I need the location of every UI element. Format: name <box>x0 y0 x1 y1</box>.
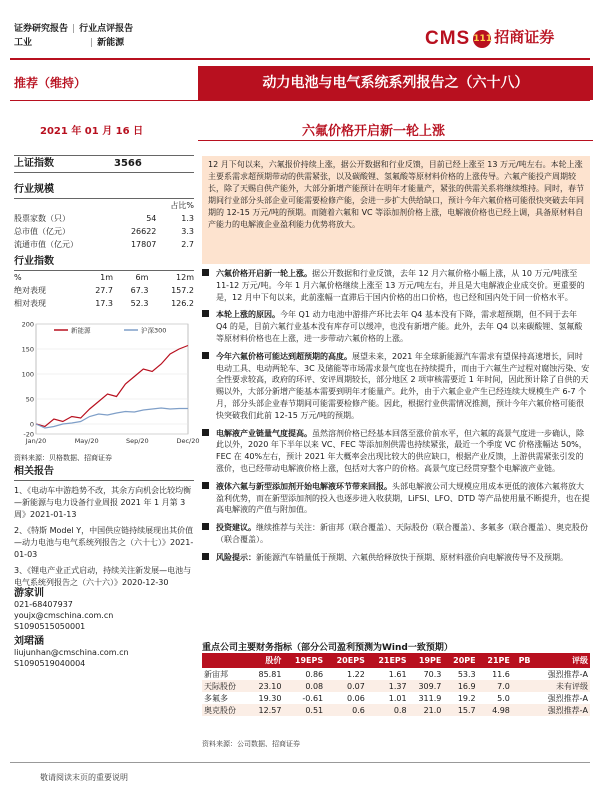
table-cell <box>512 680 533 692</box>
bullet-list <box>202 268 590 570</box>
table-cell: 1.37 <box>388 681 407 691</box>
table-cell <box>512 704 533 716</box>
company-name: 多氟多 <box>204 693 228 703</box>
table-cell: 0.07 <box>347 681 365 691</box>
fin-table <box>202 653 590 716</box>
table-cell: 311.9 <box>418 693 442 703</box>
bullet-item: 今年六氟价格可能达到超预期的高度。展望未来，2021 年全球新能源汽车需求有望保持高速增长，同时电动工具、电动两轮车、3C 及储能等市场需求景气度也在持续提升，而由于六氟生产过程对腐蚀污染、安全性要求较高，政府的环评、安评周期较长，部分地区 2 项审核需要近 1 年时间，因此预计除了自供的天赐以外，大部分新增产能基本需要到明年才能量产。此外，由于六氟企业产生已经连续大规模生产 6-7 个月，部分头部企业春节期间可能需要检修产能。因此，根据行业供需情况推测，预计今年六氟价格可能很快突破我们此前 12-15 万元/吨的预期。 <box>202 351 590 422</box>
bullet-item: 电解液产业链量气度提高。虽然溶剂价格已经基本回落至涨价前水平，但六氟的高景气度进一步确认，除此以外，2020 年下半年以来 VC、FEC 等添加剂供需也持续紧张，最近一个季度 VC 价格涨幅达 50%，FEC 在 40%左右，预计 2021 年大概率会出现比较大的供应缺口，根据产业反馈，上游供需紧张引发的涨价，也已经带动电解液价格上涨，包括对大客户的价格。高景气度已经贯穿整个电解液产业链。 <box>202 428 590 475</box>
table-row <box>202 692 590 704</box>
table-cell: -0.61 <box>302 693 324 703</box>
table-cell: 19.2 <box>457 693 476 703</box>
table-cell: 12.57 <box>258 705 282 715</box>
table-cell: 15.7 <box>457 705 476 715</box>
square-bullet-icon <box>202 482 209 489</box>
fin-table-source: 资料来源：公司数据、招商证券 <box>202 740 300 748</box>
analysts <box>14 588 194 669</box>
table-cell: 0.8 <box>393 705 407 715</box>
table-row: 流通市值（亿元） 17807 2.7 <box>14 239 194 249</box>
bullet-item: 本轮上涨的原因。今年 Q1 动力电池中游排产环比去年 Q4 基本没有下降，需求超预期，但不同于去年 Q4 的是，目前六氟行业基本没有库存可以缓冲，也没有新增产能。此外，去年 Q4 以来碳酸锂、氢氟酸等原材料价格也在上涨，进一步带动六氟价格的上涨。 <box>202 309 590 344</box>
logo-badge-icon: 111 <box>473 30 491 48</box>
square-bullet-icon <box>202 553 209 560</box>
index-block <box>14 155 194 173</box>
y-tick-label: 0 <box>29 420 34 429</box>
tag-subsector: 新能源 <box>97 38 125 48</box>
square-bullet-icon <box>202 352 209 359</box>
x-tick-label: Jan/20 <box>25 437 47 445</box>
table-cell: 强烈推荐-A <box>547 693 588 703</box>
company-name: 天际股份 <box>204 681 236 691</box>
table-row: 绝对表现 27.7 67.3 157.2 <box>14 285 194 295</box>
header-tags: 证券研究报告 | 行业点评报告 工业 | 新能源 <box>14 24 134 48</box>
y-tick-label: 100 <box>21 370 34 379</box>
bullet-item: 六氟价格开启新一轮上涨。据公开数据和行业反馈，去年 12 月六氟价格小幅上涨，从 10 万元/吨涨至 11-12 万元/吨。今年 1 月六氟价格继续上涨至 13 万元/吨左右，并且是大电解液企业成交价。更重要的是，12 月中下旬以来，此前涨幅一直滞后于国内价格的出口价格，也已经和国内处于同一价格水平。 <box>202 268 590 303</box>
table-cell: 5.0 <box>497 693 510 703</box>
table-cell: 70.3 <box>423 669 442 679</box>
summary-box: 12 月下旬以来，六氟报价持续上涨，据公开数据和行业反馈，目前已经上涨至 13 万元/吨左右。本轮上涨主要系需求超预期带动的供需紧张，以及碳酸锂、氢氟酸等原材料价格的上涨传导。六氟产能投产周期较长，除了天赐自供产能外，大部分新增产能预计在明年才能量产，紧张的供需关系将继续维持。同时，春节期间行业部分头部企业可能需要检修产能，会进一步扩大供给缺口，预计今年六氟价格可能很快突破去年同期的 12-15 万元/吨的预期。而随着六氟和 VC 等添加剂价格上涨，电解液价格也已经上调，具备原材料自产能力的电解液企业盈利能力优势将放大。 <box>202 156 590 264</box>
square-bullet-icon <box>202 429 209 436</box>
y-tick-label: 200 <box>21 320 34 329</box>
related-report-link[interactable]: 2、《特斯 Model Y，中国供应链持续展现出其价值—动力电池与电气系统列报告之（六十七）》2021-01-03 <box>14 526 194 559</box>
table-cell: 7.0 <box>497 681 510 691</box>
table-cell: 1.22 <box>347 669 365 679</box>
rating: 推荐（维持） <box>14 76 87 90</box>
performance-table: % 1m 6m 12m 绝对表现 27.7 67.3 157.2 相对表现 17.3 52.3 126.2 <box>14 271 194 310</box>
table-row: 股票家数（只） 54 1.3 <box>14 213 194 223</box>
table-cell: 0.86 <box>305 669 324 679</box>
tag-report-type: 证券研究报告 <box>14 24 69 34</box>
company-name: 新宙邦 <box>204 669 228 679</box>
table-row: 相对表现 17.3 52.3 126.2 <box>14 298 194 308</box>
bullet-item: 液体六氟与新型添加剂开始电解液环节带来回报。头部电解液公司大规模应用成本更低的液体六氟将放大盈利优势，而在新型添加剂的投入也逐步进入收获期，LiFSI、LFO、DTD 等产品使用量不断提升，也在提高电解液的产值与附加值。 <box>202 481 590 516</box>
brand-logo: CMS 111 招商证券 <box>425 28 555 49</box>
table-cell: 1.01 <box>388 693 407 703</box>
report-subtitle: 六氟价格开启新一轮上涨 <box>302 124 446 139</box>
report-date: 2021 年 01 月 16 日 <box>40 126 144 137</box>
table-cell <box>512 668 533 680</box>
tag-report-category: 行业点评报告 <box>79 24 134 34</box>
table-cell: 0.08 <box>305 681 324 691</box>
legend-label: 沪深300 <box>141 326 167 335</box>
subtitle-rule <box>198 140 593 141</box>
industry-scale <box>14 184 194 251</box>
fin-table-header: 股价 19EPS 20EPS 21EPS 19PE 20PE 21PE PB 评级 <box>202 653 590 668</box>
related-title: 相关报告 <box>14 466 54 477</box>
title-rule <box>10 100 590 101</box>
table-cell: 1.61 <box>388 669 407 679</box>
bullet-item: 风险提示：新能源汽车销量低于预期、六氟供给释放快于预期、原材料涨价向电解液传导不及预期。 <box>202 552 590 564</box>
table-cell: 53.3 <box>457 669 476 679</box>
footer-disclaimer: 敬请阅读末页的重要说明 <box>40 773 128 782</box>
performance-chart <box>14 314 200 454</box>
table-cell: 强烈推荐-A <box>547 705 588 715</box>
related-report-link[interactable]: 1、《电动车中游趋势不改，其余方向机会比较均衡—新能源与电力设备行业周报 2021 年 1 月第 3 周》2021-01-13 <box>14 486 192 519</box>
table-row <box>202 704 590 716</box>
table-cell: 23.10 <box>258 681 282 691</box>
index-value: 3566 <box>114 158 142 169</box>
table-row: 总市值（亿元） 26622 3.3 <box>14 226 194 236</box>
x-tick-label: May/20 <box>74 437 99 445</box>
table-row <box>202 668 590 680</box>
report-title: 动力电池与电气系统系列报告之（六十八） <box>198 66 593 100</box>
table-cell: 0.6 <box>352 705 365 715</box>
table-cell: 11.6 <box>492 669 510 679</box>
performance-title: 行业指数 <box>14 256 54 267</box>
table-cell: 0.06 <box>347 693 365 703</box>
analyst-email[interactable]: youjx@cmschina.com.cn <box>14 611 114 620</box>
table-cell: 4.98 <box>492 705 510 715</box>
header-rule <box>10 58 590 60</box>
index-label: 上证指数 <box>14 158 54 169</box>
x-tick-label: Dec/20 <box>176 437 200 445</box>
square-bullet-icon <box>202 310 209 317</box>
table-row <box>202 680 590 692</box>
plot-frame <box>36 324 188 434</box>
tag-sector: 工业 <box>14 38 33 48</box>
table-cell: 85.81 <box>258 669 282 679</box>
analyst-cert: S1090515050001 <box>14 622 86 631</box>
table-cell: 强烈推荐-A <box>547 669 588 679</box>
table-cell: 21.0 <box>423 705 442 715</box>
analyst-name: 游家训 <box>14 588 44 599</box>
analyst-phone: 021-68407937 <box>14 600 73 609</box>
table-cell: 未有评级 <box>556 681 588 691</box>
analyst-cert: S1090519040004 <box>14 659 86 668</box>
y-tick-label: 50 <box>25 395 34 404</box>
legend-label: 新能源 <box>71 326 91 335</box>
series-line <box>36 408 188 428</box>
industry-performance <box>14 256 194 310</box>
related-reports <box>14 466 194 589</box>
square-bullet-icon <box>202 523 209 530</box>
industry-scale-table: 占比% 股票家数（只） 54 1.3 总市值（亿元） 26622 3.3 流通市值（亿元） 17807 2.7 <box>14 199 194 251</box>
y-tick-label: 150 <box>21 345 34 354</box>
table-cell: 0.51 <box>305 705 324 715</box>
table-cell <box>512 692 533 704</box>
table-cell: 309.7 <box>418 681 442 691</box>
bullet-item: 投资建议。继续推荐与关注：新宙邦（联合覆盖）、天际股份（联合覆盖）、多氟多（联合覆盖）、奥克股份（联合覆盖）。 <box>202 522 590 546</box>
table-cell: 19.30 <box>258 693 282 703</box>
analyst-email[interactable]: liujunhan@cmschina.com.cn <box>14 648 129 657</box>
fin-table-title: 重点公司主要财务指标（部分公司盈利预测为Wind一致预期） <box>202 643 453 653</box>
company-name: 奥克股份 <box>204 705 236 715</box>
table-cell: 16.9 <box>457 681 476 691</box>
x-tick-label: Sep/20 <box>125 437 149 445</box>
analyst-name: 刘珺涵 <box>14 636 44 647</box>
chart-source: 资料来源：贝格数据、招商证券 <box>14 454 112 462</box>
y-tick-label: -20 <box>23 430 34 439</box>
related-report-link[interactable]: 3、《锂电产业正式启动，持续关注新发展—电池与电气系统列报告之（六十六）》2020-12-30 <box>14 566 192 587</box>
footer-rule <box>10 762 590 763</box>
square-bullet-icon <box>202 269 209 276</box>
industry-scale-title: 行业规模 <box>14 184 54 195</box>
